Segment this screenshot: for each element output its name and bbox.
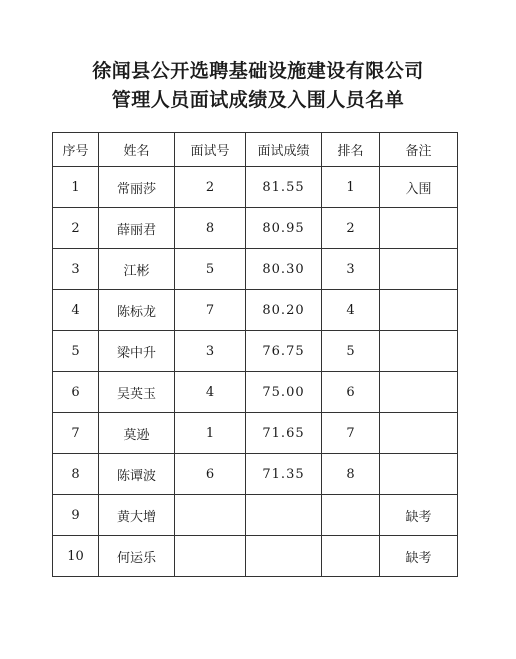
header-serial-number: 序号 — [53, 133, 99, 167]
cell-interview-number: 6 — [175, 454, 246, 495]
cell-interview-number: 8 — [175, 208, 246, 249]
cell-remarks — [380, 454, 458, 495]
cell-name: 黄大增 — [99, 495, 175, 536]
table-row — [53, 167, 458, 208]
table-row — [53, 536, 458, 577]
cell-serial-number: 9 — [53, 495, 99, 536]
cell-serial-number: 1 — [53, 167, 99, 208]
table-header-row — [53, 133, 458, 167]
cell-interview-number: 3 — [175, 331, 246, 372]
cell-remarks — [380, 372, 458, 413]
cell-rank: 3 — [322, 249, 380, 290]
table-row — [53, 249, 458, 290]
cell-name: 何运乐 — [99, 536, 175, 577]
cell-interview-number: 5 — [175, 249, 246, 290]
cell-serial-number: 7 — [53, 413, 99, 454]
cell-remarks — [380, 249, 458, 290]
cell-interview-number: 2 — [175, 167, 246, 208]
cell-serial-number: 3 — [53, 249, 99, 290]
cell-interview-score: 80.95 — [246, 208, 322, 249]
cell-rank: 2 — [322, 208, 380, 249]
cell-remarks — [380, 208, 458, 249]
cell-serial-number: 2 — [53, 208, 99, 249]
cell-rank: 4 — [322, 290, 380, 331]
cell-rank: 8 — [322, 454, 380, 495]
cell-rank — [322, 536, 380, 577]
cell-serial-number: 5 — [53, 331, 99, 372]
table-row — [53, 454, 458, 495]
cell-rank: 5 — [322, 331, 380, 372]
cell-name: 吴英玉 — [99, 372, 175, 413]
cell-name: 江彬 — [99, 249, 175, 290]
cell-interview-number: 4 — [175, 372, 246, 413]
cell-interview-number — [175, 495, 246, 536]
cell-interview-score: 80.20 — [246, 290, 322, 331]
cell-interview-score: 75.00 — [246, 372, 322, 413]
header-interview-number: 面试号 — [175, 133, 246, 167]
cell-rank — [322, 495, 380, 536]
cell-rank: 1 — [322, 167, 380, 208]
table-row — [53, 495, 458, 536]
cell-remarks: 缺考 — [380, 495, 458, 536]
cell-remarks — [380, 413, 458, 454]
cell-interview-number — [175, 536, 246, 577]
cell-interview-score — [246, 495, 322, 536]
cell-interview-score: 81.55 — [246, 167, 322, 208]
cell-rank: 7 — [322, 413, 380, 454]
header-name: 姓名 — [99, 133, 175, 167]
cell-remarks — [380, 331, 458, 372]
cell-name: 梁中升 — [99, 331, 175, 372]
header-interview-score: 面试成绩 — [246, 133, 322, 167]
cell-interview-number: 1 — [175, 413, 246, 454]
table-row — [53, 331, 458, 372]
document-title-line-2: 管理人员面试成绩及入围人员名单 — [111, 89, 405, 111]
cell-serial-number: 4 — [53, 290, 99, 331]
cell-remarks: 入围 — [380, 167, 458, 208]
header-remarks: 备注 — [380, 133, 458, 167]
interview-score-table — [52, 132, 458, 577]
cell-interview-score: 71.65 — [246, 413, 322, 454]
cell-interview-number: 7 — [175, 290, 246, 331]
cell-interview-score — [246, 536, 322, 577]
cell-serial-number: 6 — [53, 372, 99, 413]
cell-remarks — [380, 290, 458, 331]
cell-serial-number: 8 — [53, 454, 99, 495]
cell-name: 陈标龙 — [99, 290, 175, 331]
table-row — [53, 208, 458, 249]
cell-interview-score: 80.30 — [246, 249, 322, 290]
cell-interview-score: 76.75 — [246, 331, 322, 372]
cell-name: 莫逊 — [99, 413, 175, 454]
cell-interview-score: 71.35 — [246, 454, 322, 495]
header-rank: 排名 — [322, 133, 380, 167]
cell-name: 常丽莎 — [99, 167, 175, 208]
cell-serial-number: 10 — [53, 536, 99, 577]
cell-name: 陈谭波 — [99, 454, 175, 495]
cell-remarks: 缺考 — [380, 536, 458, 577]
cell-name: 薛丽君 — [99, 208, 175, 249]
table-row — [53, 372, 458, 413]
table-row — [53, 290, 458, 331]
cell-rank: 6 — [322, 372, 380, 413]
table-row — [53, 413, 458, 454]
document-title-line-1: 徐闻县公开选聘基础设施建设有限公司 — [92, 60, 424, 82]
